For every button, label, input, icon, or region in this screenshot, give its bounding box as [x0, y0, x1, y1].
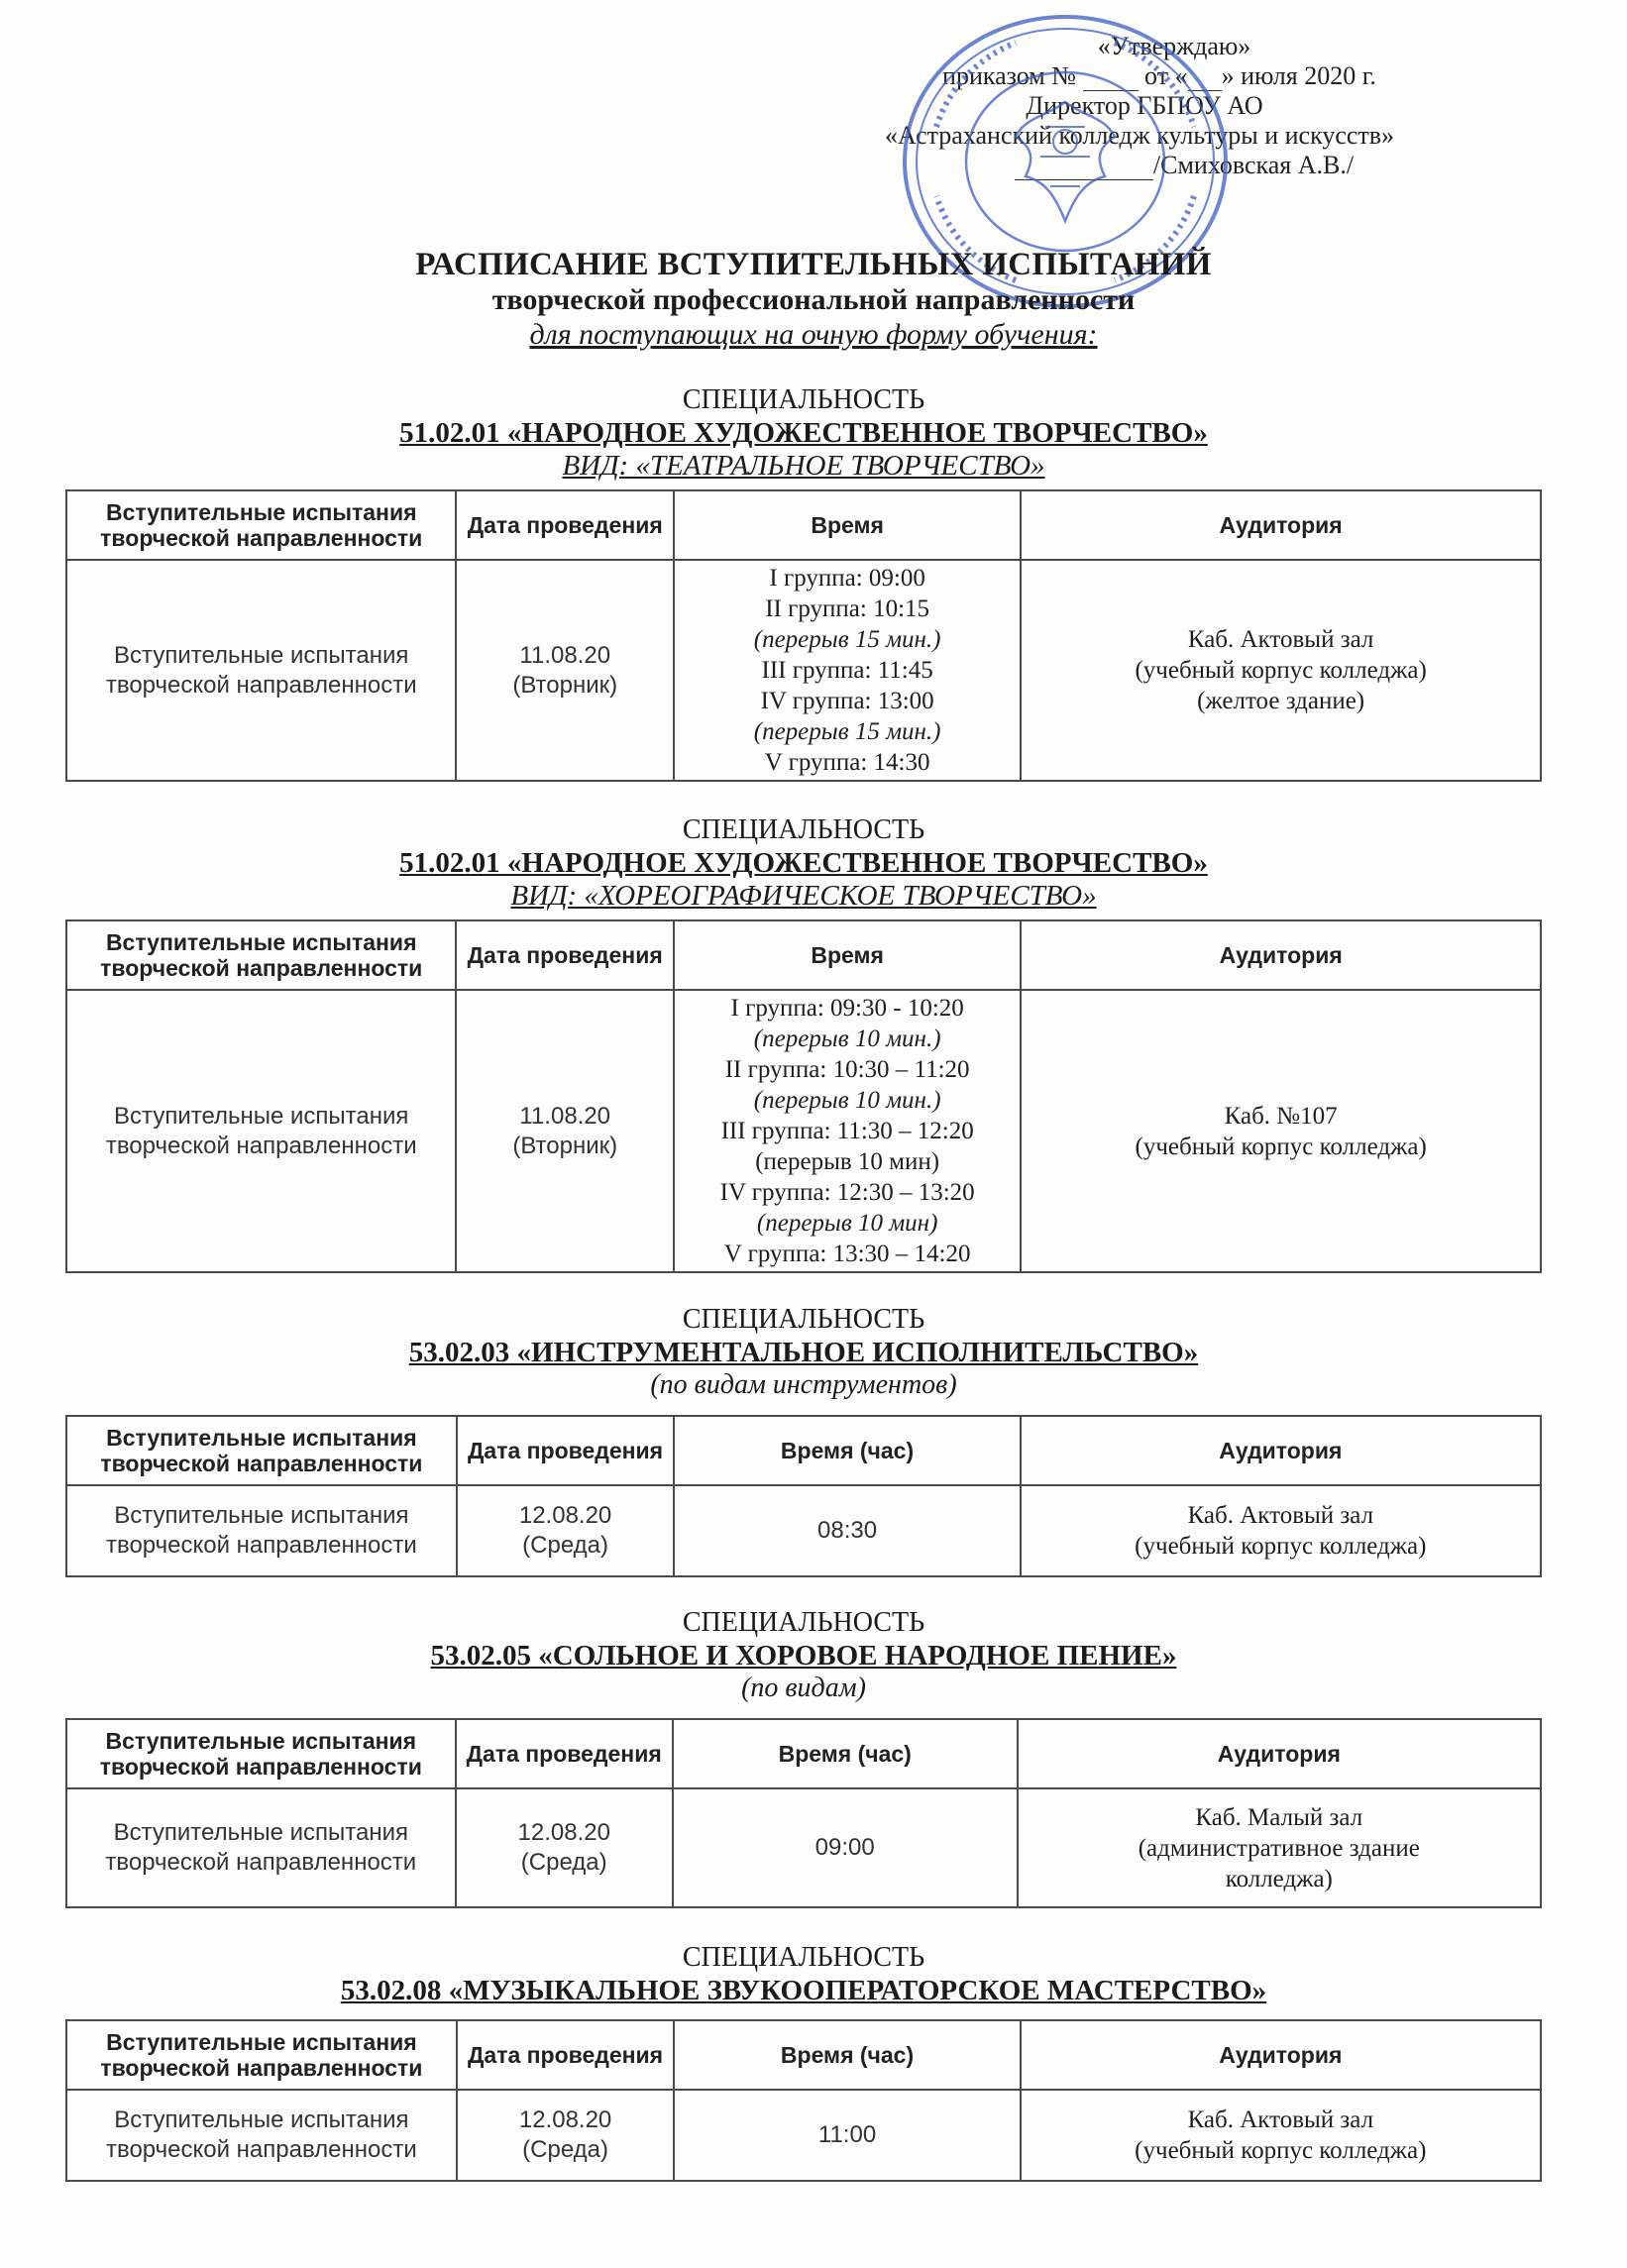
time-line: III группа: 11:45 — [761, 657, 933, 684]
header-exam: Вступительные испытания творческой направленности — [66, 1416, 457, 1485]
time-line: I группа: 09:30 - 10:20 — [730, 995, 964, 1022]
header-exam: Вступительные испытания творческой направленности — [66, 2020, 457, 2090]
page-subtitle: творческой профессиональной направленности — [491, 283, 1136, 316]
section-header — [65, 1304, 1542, 1401]
cell-exam: Вступительные испытания творческой направленности — [66, 2090, 457, 2181]
date-value: 12.08.20 — [518, 2106, 612, 2133]
order-day-blank — [1188, 70, 1222, 91]
cell-date — [456, 560, 674, 781]
schedule-table — [65, 1718, 1542, 1908]
table-row — [66, 560, 1541, 781]
weekday-value: (Среда) — [522, 2136, 608, 2163]
page-title: РАСПИСАНИЕ ВСТУПИТЕЛЬНЫХ ИСПЫТАНИЙ — [415, 247, 1212, 282]
approval-line-4: «Астраханский колледж культуры и искусств» — [884, 121, 1395, 150]
section-sound-engineering — [65, 1942, 1542, 2182]
cell-date — [456, 1788, 673, 1907]
room-line: (административное здание — [1138, 1834, 1420, 1862]
section-code: 51.02.01 «НАРОДНОЕ ХУДОЖЕСТВЕННОЕ ТВОРЧЕСТВО» — [399, 417, 1208, 449]
room-line: Каб. Актовый зал — [1187, 626, 1374, 653]
weekday-value: (Среда) — [520, 1849, 607, 1876]
room-line: (учебный корпус колледжа) — [1135, 2137, 1427, 2164]
signature-line — [1015, 160, 1153, 180]
cell-time: 11:00 — [674, 2090, 1020, 2181]
approval-line-2 — [832, 61, 1427, 91]
approval-order-mid: от « — [1144, 61, 1188, 90]
header-time: Время (час) — [673, 1719, 1018, 1788]
table-row — [66, 990, 1541, 1272]
section-spec-label: СПЕЦИАЛЬНОСТЬ — [682, 384, 925, 415]
time-line: II группа: 10:15 — [765, 595, 930, 622]
schedule-table — [65, 489, 1542, 782]
date-value: 11.08.20 — [519, 641, 611, 669]
weekday-value: (Среда) — [522, 1532, 608, 1559]
date-value: 11.08.20 — [519, 1102, 611, 1130]
break-line: (перерыв 10 мин.) — [753, 1026, 941, 1052]
table-row — [66, 1788, 1541, 1907]
weekday-value: (Вторник) — [512, 671, 618, 699]
break-line: (перерыв 10 мин) — [755, 1148, 940, 1175]
title-block — [0, 246, 1627, 353]
header-date: Дата проведения — [456, 920, 674, 990]
table-row — [66, 1485, 1541, 1576]
section-instrumental — [65, 1304, 1542, 1577]
section-spec-label: СПЕЦИАЛЬНОСТЬ — [682, 1304, 925, 1335]
section-type: ВИД: «ТЕАТРАЛЬНОЕ ТВОРЧЕСТВО» — [562, 450, 1045, 482]
time-line: II группа: 10:30 – 11:20 — [724, 1056, 970, 1083]
cell-time — [674, 990, 1021, 1272]
time-line: IV группа: 13:00 — [760, 688, 934, 714]
section-spec-label: СПЕЦИАЛЬНОСТЬ — [682, 814, 925, 845]
table-header-row — [66, 1416, 1541, 1485]
section-header — [65, 1942, 1542, 2007]
cell-room — [1018, 1788, 1541, 1907]
cell-date — [457, 2090, 675, 2181]
cell-time — [674, 560, 1021, 781]
header-time: Время — [674, 490, 1021, 560]
schedule-table — [65, 2019, 1542, 2182]
cell-exam: Вступительные испытания творческой направленности — [66, 560, 456, 781]
table-header-row — [66, 490, 1541, 560]
section-note: (по видам) — [741, 1673, 866, 1703]
header-exam: Вступительные испытания творческой направленности — [66, 920, 456, 990]
schedule-table — [65, 1415, 1542, 1577]
time-line: III группа: 11:30 – 12:20 — [720, 1118, 974, 1144]
cell-room — [1021, 990, 1541, 1272]
cell-date — [456, 990, 674, 1272]
section-code: 53.02.08 «МУЗЫКАЛЬНОЕ ЗВУКООПЕРАТОРСКОЕ МАСТЕРСТВО» — [340, 1975, 1267, 2006]
section-note: (по видам инструментов) — [650, 1369, 957, 1400]
room-line: колледжа) — [1225, 1865, 1333, 1892]
header-exam: Вступительные испытания творческой направленности — [66, 490, 456, 560]
section-folk-singing — [65, 1607, 1542, 1908]
header-time: Время (час) — [674, 2020, 1020, 2090]
weekday-value: (Вторник) — [512, 1132, 618, 1159]
cell-room — [1021, 1485, 1541, 1576]
break-line: (перерыв 15 мин.) — [753, 626, 941, 653]
date-value: 12.08.20 — [517, 1819, 610, 1846]
table-row — [66, 2090, 1541, 2181]
section-theatre — [65, 384, 1542, 782]
header-date: Дата проведения — [456, 1719, 673, 1788]
approval-line-3: Директор ГБПОУ АО — [1026, 91, 1263, 120]
section-code: 51.02.01 «НАРОДНОЕ ХУДОЖЕСТВЕННОЕ ТВОРЧЕСТВО» — [399, 847, 1208, 879]
room-line: (учебный корпус колледжа) — [1135, 1133, 1427, 1160]
header-room: Аудитория — [1021, 2020, 1541, 2090]
break-line: (перерыв 15 мин.) — [753, 718, 941, 745]
date-value: 12.08.20 — [518, 1502, 612, 1529]
room-line: Каб. Малый зал — [1195, 1803, 1363, 1831]
order-number-blank — [1083, 70, 1139, 91]
cell-exam: Вступительные испытания творческой направленности — [66, 1788, 456, 1907]
header-room: Аудитория — [1021, 1416, 1541, 1485]
cell-time: 08:30 — [674, 1485, 1020, 1576]
time-line: V группа: 13:30 – 14:20 — [723, 1241, 971, 1267]
section-choreography — [65, 814, 1542, 1273]
section-spec-label: СПЕЦИАЛЬНОСТЬ — [682, 1942, 925, 1973]
approval-order-suffix: » июля 2020 г. — [1221, 61, 1376, 90]
cell-time: 09:00 — [673, 1788, 1018, 1907]
header-room: Аудитория — [1021, 490, 1541, 560]
section-header — [65, 814, 1542, 912]
cell-exam: Вступительные испытания творческой направленности — [66, 990, 456, 1272]
header-time: Время — [674, 920, 1021, 990]
header-time: Время (час) — [674, 1416, 1020, 1485]
break-line: (перерыв 10 мин) — [756, 1210, 938, 1237]
room-line: (учебный корпус колледжа) — [1135, 657, 1427, 684]
time-line: IV группа: 12:30 – 13:20 — [719, 1179, 975, 1206]
cell-room — [1021, 560, 1541, 781]
approval-line-1: «Утверждаю» — [1097, 32, 1251, 60]
cell-room — [1021, 2090, 1541, 2181]
table-header-row — [66, 2020, 1541, 2090]
room-line: Каб. Актовый зал — [1187, 2106, 1374, 2133]
header-date: Дата проведения — [457, 2020, 675, 2090]
break-line: (перерыв 10 мин.) — [753, 1087, 941, 1114]
approval-signatory: /Смиховская А.В./ — [1152, 151, 1355, 179]
room-line: (желтое здание) — [1197, 688, 1365, 714]
room-line: Каб. №107 — [1224, 1102, 1338, 1130]
approval-line-5 — [832, 151, 1427, 180]
header-exam: Вступительные испытания творческой направленности — [66, 1719, 456, 1788]
approval-block — [832, 32, 1427, 180]
schedule-table — [65, 919, 1542, 1273]
section-spec-label: СПЕЦИАЛЬНОСТЬ — [682, 1607, 925, 1638]
room-line: Каб. Актовый зал — [1187, 1502, 1374, 1529]
time-line: V группа: 14:30 — [764, 749, 930, 776]
section-code: 53.02.05 «СОЛЬНОЕ И ХОРОВОЕ НАРОДНОЕ ПЕНИЕ» — [430, 1640, 1177, 1672]
section-code: 53.02.03 «ИНСТРУМЕНТАЛЬНОЕ ИСПОЛНИТЕЛЬСТВО» — [408, 1337, 1199, 1368]
approval-order-prefix: приказом № — [942, 61, 1077, 90]
time-line: I группа: 09:00 — [769, 565, 925, 592]
section-header — [65, 384, 1542, 482]
header-date: Дата проведения — [457, 1416, 675, 1485]
table-header-row — [66, 1719, 1541, 1788]
page-note: для поступающих на очную форму обучения: — [529, 318, 1098, 351]
cell-date — [457, 1485, 675, 1576]
section-header — [65, 1607, 1542, 1704]
room-line: (учебный корпус колледжа) — [1135, 1533, 1427, 1560]
cell-exam: Вступительные испытания творческой направленности — [66, 1485, 457, 1576]
header-date: Дата проведения — [456, 490, 674, 560]
header-room: Аудитория — [1018, 1719, 1541, 1788]
table-header-row — [66, 920, 1541, 990]
section-type: ВИД: «ХОРЕОГРАФИЧЕСКОЕ ТВОРЧЕСТВО» — [510, 880, 1097, 912]
header-room: Аудитория — [1021, 920, 1541, 990]
